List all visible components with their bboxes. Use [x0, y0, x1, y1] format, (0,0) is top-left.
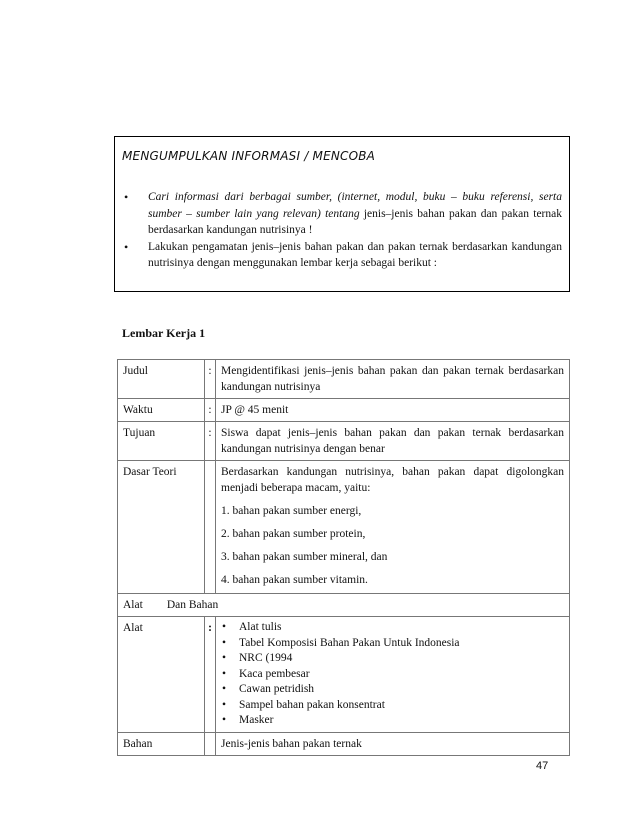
list-item: • Sampel bahan pakan konsentrat [221, 698, 564, 714]
waktu-sep: : [205, 399, 216, 422]
list-item: • Kaca pembesar [221, 667, 564, 683]
alat-sep: : [205, 617, 216, 733]
alat-bahan-header-part2: Dan Bahan [166, 599, 219, 611]
instruction-text: jenis–jenis bahan pakan dan pakan ternak berdasarkan kandungan nutrisinya ! [148, 207, 562, 236]
dasar-teori-item: 4. bahan pakan sumber vitamin. [221, 574, 368, 586]
alat-label: Alat [118, 617, 205, 733]
instruction-item [122, 189, 562, 239]
table-row [118, 422, 570, 461]
worksheet-title: Lembar Kerja 1 [122, 326, 206, 340]
instruction-list [122, 189, 562, 272]
alat-list [221, 620, 564, 729]
list-item: • Alat tulis [221, 620, 564, 636]
judul-sep: : [205, 360, 216, 399]
dasar-teori-item: 2. bahan pakan sumber protein, [221, 528, 366, 540]
instruction-italic-text: Cari informasi dari berbagai sumber, (internet, modul, buku – buku referensi, serta sumber – sumber lain yang relevan) tentang [148, 191, 562, 220]
dasar-teori-value [216, 461, 570, 594]
table-row [118, 594, 570, 617]
activity-box [114, 136, 570, 292]
dasar-teori-item: 1. bahan pakan sumber energi, [221, 505, 362, 517]
list-item: • Masker [221, 713, 564, 729]
list-item: • NRC (1994 [221, 651, 564, 667]
tujuan-sep: : [205, 422, 216, 461]
box-title: MENGUMPULKAN INFORMASI / MENCOBA [122, 149, 376, 163]
list-item: • Cawan petridish [221, 682, 564, 698]
bahan-sep [205, 732, 216, 755]
alat-bahan-header-part1: Alat [123, 599, 143, 611]
dasar-teori-sep [205, 461, 216, 594]
waktu-value: JP @ 45 menit [216, 399, 570, 422]
table-row [118, 360, 570, 399]
table-row [118, 399, 570, 422]
alat-value [216, 617, 570, 733]
judul-value: Mengidentifikasi jenis–jenis bahan pakan dan pakan ternak berdasarkan kandungan nutrisinya [216, 360, 570, 399]
dasar-teori-item: 3. bahan pakan sumber mineral, dan [221, 551, 388, 563]
dasar-teori-intro: Berdasarkan kandungan nutrisinya, bahan pakan dapat digolongkan menjadi beberapa macam, yaitu: [221, 466, 564, 494]
alat-bahan-header [118, 594, 570, 617]
list-item: • Tabel Komposisi Bahan Pakan Untuk Indonesia [221, 636, 564, 652]
worksheet-table [117, 359, 570, 756]
table-row [118, 461, 570, 594]
instruction-item: • Lakukan pengamatan jenis–jenis bahan pakan dan pakan ternak berdasarkan kandungan nutrisinya dengan menggunakan lembar kerja sebagai berikut : [122, 239, 562, 272]
bahan-value: Jenis-jenis bahan pakan ternak [216, 732, 570, 755]
judul-label: Judul [118, 360, 205, 399]
tujuan-label: Tujuan [118, 422, 205, 461]
bahan-label: Bahan [118, 732, 205, 755]
table-row [118, 617, 570, 733]
dasar-teori-label: Dasar Teori [118, 461, 205, 594]
waktu-label: Waktu [118, 399, 205, 422]
tujuan-value: Siswa dapat jenis–jenis bahan pakan dan pakan ternak berdasarkan kandungan nutrisinya dengan benar [216, 422, 570, 461]
page-number: 47 [536, 760, 549, 772]
table-row [118, 732, 570, 755]
